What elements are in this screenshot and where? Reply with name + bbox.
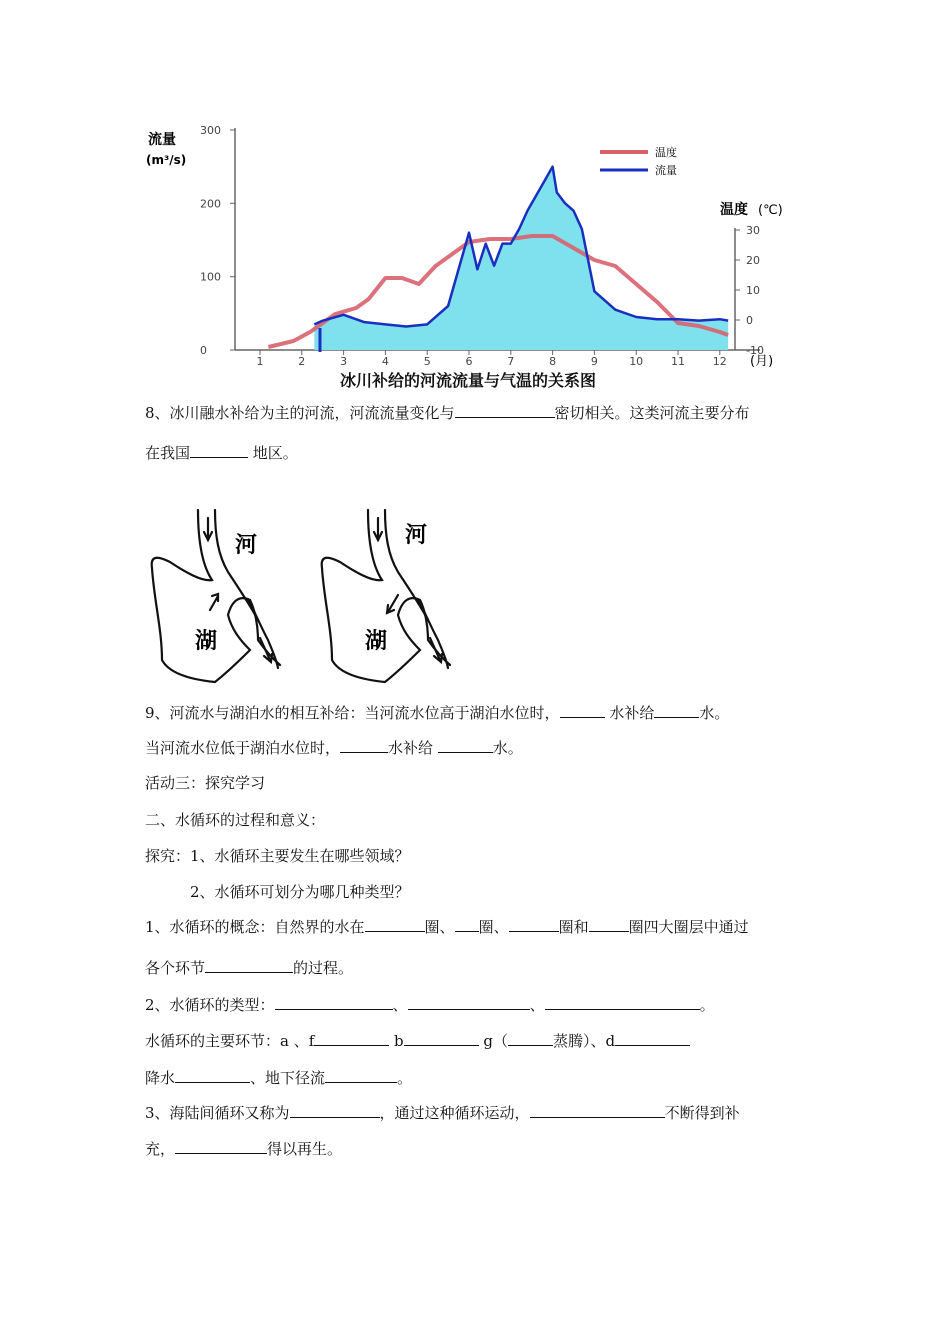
x-tick-label: 11	[671, 355, 685, 368]
q8-blank-1[interactable]	[455, 403, 555, 418]
x-tick-label: 4	[381, 355, 389, 368]
p1-text-f: 各个环节	[145, 959, 206, 977]
x-tick-label: 8	[549, 355, 557, 368]
legend-flow-label: 流量	[655, 164, 677, 177]
q9-text-e: 水补给	[388, 739, 438, 757]
x-tick-label: 2	[298, 355, 306, 368]
p3-blank-3[interactable]	[175, 1139, 267, 1154]
links-text-g: 。	[397, 1069, 413, 1087]
q9-text-d: 当河流水位低于湖泊水位时，	[145, 739, 341, 757]
links-text-a: 水循环的主要环节：a 、f	[145, 1032, 315, 1050]
q9-text-b: 水补给	[604, 704, 655, 722]
section-two-heading: 二、水循环的过程和意义：	[145, 811, 326, 829]
legend	[600, 145, 677, 177]
p1-blank-5[interactable]	[205, 958, 293, 973]
q8-text-d: 地区。	[248, 444, 298, 462]
p1-blank-3[interactable]	[509, 917, 559, 932]
links-text-b: b	[389, 1032, 404, 1050]
y-left-unit: (m³/s)	[146, 153, 187, 167]
explore-item-2: 2、水循环可划分为哪几种类型？	[190, 883, 410, 901]
diagram-lake-feeds-river	[322, 510, 450, 682]
y-left-tick-label: 200	[200, 197, 221, 211]
p3-line2	[145, 1139, 342, 1159]
links-text-f: 、地下径流	[250, 1069, 326, 1087]
p1-text-e: 圈四大圈层中通过	[628, 918, 749, 936]
flow-temperature-chart	[140, 120, 783, 370]
diagram2-lake-char: 湖	[365, 629, 388, 654]
q9-blank-4[interactable]	[438, 738, 493, 753]
q9-blank-3[interactable]	[340, 738, 388, 753]
p2-blank-2[interactable]	[408, 995, 530, 1010]
p3-line1	[145, 1103, 740, 1123]
q9-blank-2[interactable]	[654, 703, 699, 718]
y-right-tick-label: 0	[746, 314, 753, 327]
y-right-unit: (℃)	[758, 203, 783, 218]
links-blank-3[interactable]	[508, 1031, 553, 1046]
p2-blank-3[interactable]	[545, 995, 700, 1010]
p1-text-b: 圈、	[424, 918, 455, 936]
links-blank-1[interactable]	[314, 1031, 389, 1046]
y-left-tick-label: 100	[200, 270, 221, 284]
river-lake-diagrams	[140, 500, 480, 695]
q9-text-c: 水。	[699, 704, 730, 722]
p2-sep-1: 、	[392, 996, 408, 1014]
x-tick-label: 9	[590, 355, 598, 368]
q9-line2	[145, 738, 523, 758]
p3-blank-2[interactable]	[530, 1103, 665, 1118]
p3-text-c: 不断得到补	[664, 1104, 740, 1122]
x-tick-label: 7	[507, 355, 515, 368]
p3-text-b: ，通过这种循环运动，	[379, 1104, 530, 1122]
q9-line1	[145, 703, 729, 723]
links-line1	[145, 1031, 690, 1051]
x-tick-label: 10	[629, 355, 644, 368]
diagram-river-feeds-lake	[152, 510, 280, 682]
links-text-d: 蒸腾）、d	[553, 1032, 616, 1050]
p1-text-a: 1、水循环的概念：自然界的水在	[145, 918, 365, 936]
links-blank-5[interactable]	[175, 1068, 250, 1083]
explore-item-1: 探究：1、水循环主要发生在哪些领域？	[145, 847, 410, 865]
y-right-tick-label: 20	[746, 254, 760, 267]
q8-line2	[145, 443, 298, 463]
p1-blank-1[interactable]	[365, 917, 425, 932]
p2-end: 。	[699, 996, 715, 1014]
p3-text-e: 得以再生。	[267, 1140, 343, 1158]
p1-text-d: 圈和	[558, 918, 589, 936]
q9-text-f: 水。	[492, 739, 523, 757]
p1-blank-4[interactable]	[589, 917, 629, 932]
q8-blank-2[interactable]	[190, 443, 248, 458]
q8-line1	[145, 403, 750, 423]
y-right-label: 温度	[720, 202, 748, 218]
links-blank-4[interactable]	[615, 1031, 690, 1046]
diagram1-river-char: 河	[235, 533, 258, 558]
links-text-e: 降水	[145, 1069, 176, 1087]
y-left-label: 流量	[148, 132, 176, 148]
p2-text-a: 2、水循环的类型：	[145, 996, 275, 1014]
x-unit: (月)	[750, 354, 774, 369]
q9-text-a: 9、河流水与湖泊水的相互补给：当河流水位高于湖泊水位时，	[145, 704, 560, 722]
q8-text-a: 8、冰川融水补给为主的河流，河流流量变化与	[145, 404, 455, 422]
y-right-tick-label: -10	[746, 344, 764, 357]
x-tick-label: 5	[423, 355, 431, 368]
q9-blank-1[interactable]	[560, 703, 605, 718]
activity-three-heading: 活动三：探究学习	[145, 774, 266, 792]
y-left-tick-label: 300	[200, 124, 221, 137]
diagram2-river-char: 河	[405, 523, 428, 548]
p2-sep-2: 、	[529, 996, 545, 1014]
diagram1-lake-char: 湖	[195, 629, 218, 654]
x-tick-label: 3	[340, 355, 348, 368]
y-right-tick-label: 10	[746, 284, 760, 297]
links-blank-6[interactable]	[325, 1068, 397, 1083]
p2-blank-1[interactable]	[275, 995, 393, 1010]
p1-blank-2[interactable]	[455, 917, 479, 932]
legend-temp-label: 温度	[655, 146, 677, 159]
p1-text-g: 的过程。	[293, 959, 354, 977]
p1-text-c: 圈、	[478, 918, 509, 936]
x-tick-label: 1	[256, 355, 264, 368]
y-right-tick-label: 30	[746, 224, 760, 237]
links-line2	[145, 1068, 412, 1088]
y-left-tick-label: 0	[200, 344, 207, 357]
q8-text-c: 在我国	[145, 444, 191, 462]
p3-text-d: 充，	[145, 1140, 176, 1158]
p1-line1	[145, 917, 749, 937]
x-tick-label: 12	[712, 355, 727, 368]
p3-blank-1[interactable]	[290, 1103, 380, 1118]
q8-text-b: 密切相关。这类河流主要分布	[554, 404, 750, 422]
p1-line2	[145, 958, 353, 978]
chart-caption: 冰川补给的河流流量与气温的关系图	[340, 371, 597, 390]
x-tick-label: 6	[465, 355, 473, 368]
links-blank-2[interactable]	[404, 1031, 479, 1046]
p2-line	[145, 995, 715, 1015]
p3-text-a: 3、海陆间循环又称为	[145, 1104, 290, 1122]
links-text-c: g（	[478, 1032, 509, 1050]
